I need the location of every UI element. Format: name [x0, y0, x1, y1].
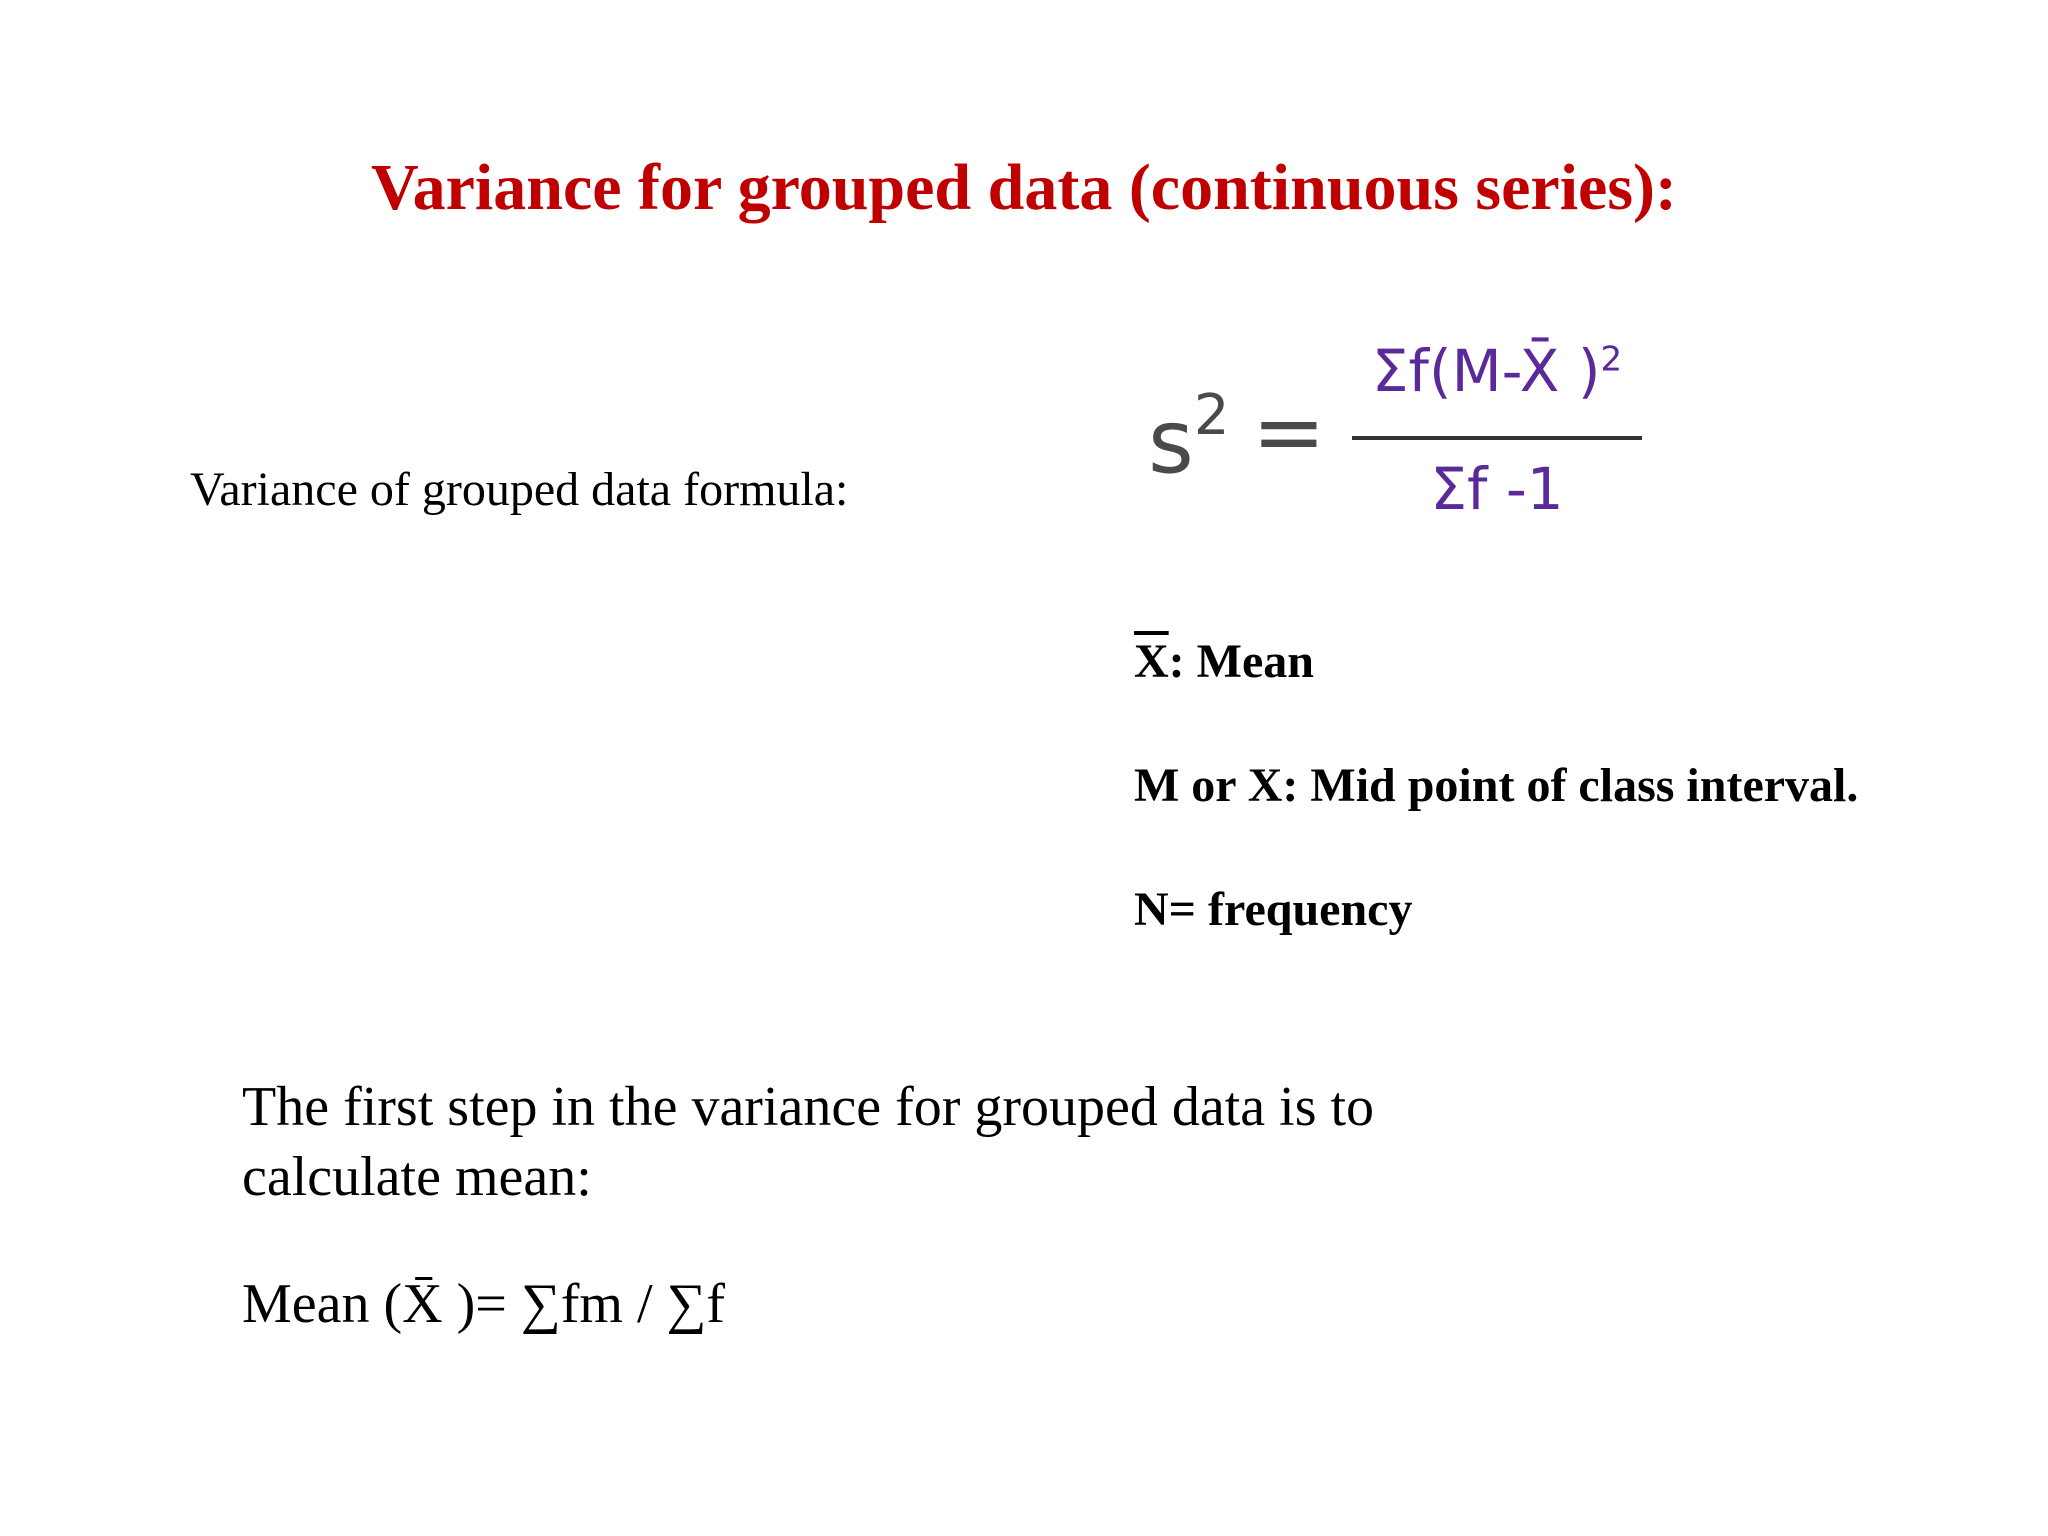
symbol-legend: [1134, 634, 1858, 1006]
legend-mean: [1134, 634, 1858, 758]
formula-lhs-symbol: s: [1148, 390, 1194, 494]
formula-equals: =: [1252, 380, 1326, 483]
legend-midpoint: M or X: Mid point of class interval.: [1134, 759, 1859, 812]
formula-numerator-text: Σf(M-X̄ ): [1371, 337, 1601, 405]
mean-symbol: $\overline{X}$: [1134, 635, 1169, 688]
formula-lhs: [1148, 383, 1230, 494]
slide-title: Variance for grouped data (continuous series):: [371, 151, 1677, 224]
mean-formula: Mean (X̄ )= ∑fm / ∑f: [242, 1273, 726, 1335]
formula-denominator: Σf -1: [1430, 455, 1564, 523]
formula-fraction: [1352, 330, 1642, 570]
formula-numerator-exponent: 2: [1600, 339, 1623, 380]
legend-frequency: N= frequency: [1134, 883, 1413, 936]
formula-caption: Variance of grouped data formula:: [190, 463, 849, 516]
fraction-bar: [1352, 436, 1642, 440]
mean-label: : Mean: [1168, 635, 1314, 688]
explanation-text: The first step in the variance for grouped data is to calculate mean:: [242, 1076, 1375, 1208]
variance-formula: [1140, 330, 1660, 570]
formula-numerator: [1352, 337, 1642, 405]
formula-lhs-exponent: 2: [1193, 383, 1230, 448]
